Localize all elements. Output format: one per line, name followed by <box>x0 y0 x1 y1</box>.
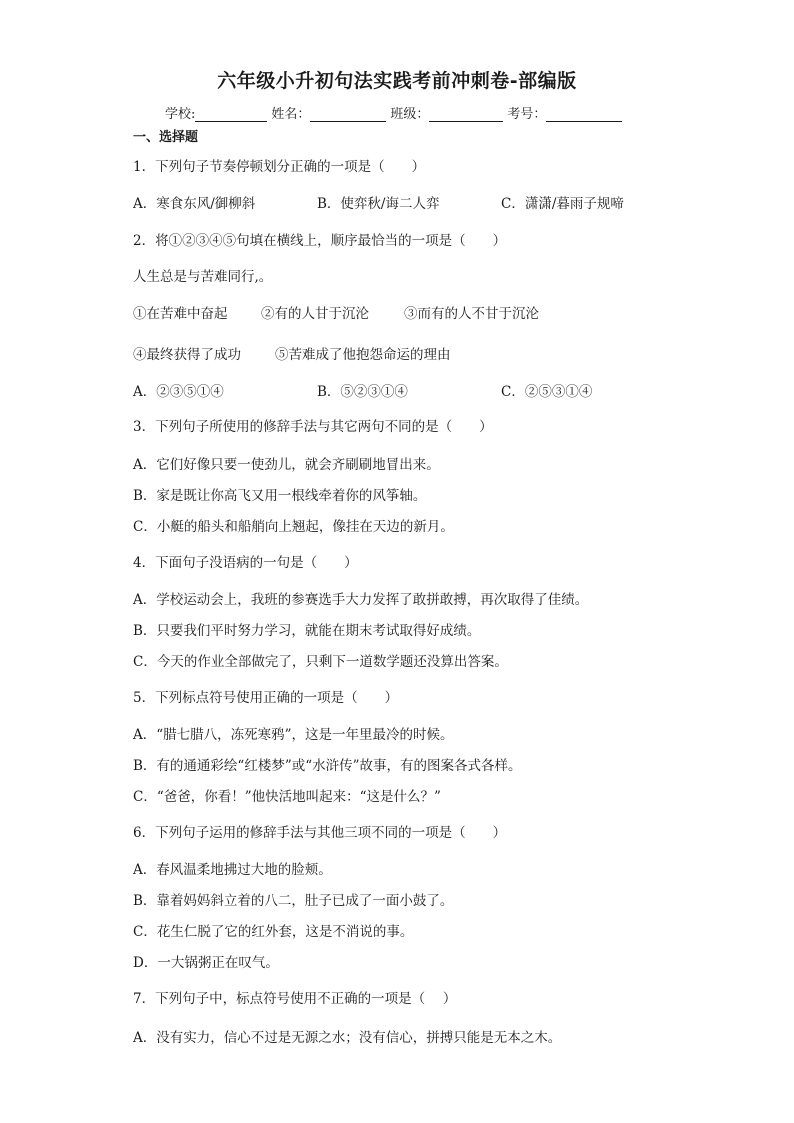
q6-option-a: A．春风温柔地拂过大地的脸颊。 <box>133 862 332 878</box>
q6-option-d: D．一大锅粥正在叹气。 <box>133 955 279 971</box>
q3-option-b: B．家是既让你高飞又用一根线牵着你的风筝轴。 <box>133 488 427 504</box>
q4-option-c: C．今天的作业全部做完了，只剩下一道数学题还没算出答案。 <box>133 654 508 670</box>
school-blank <box>195 107 267 122</box>
q7-option-a: A．没有实力，信心不过是无源之水；没有信心，拼搏只能是无本之木。 <box>133 1030 562 1046</box>
q2-context: 人生总是与苦难同行,。 <box>133 269 273 285</box>
q2-sentence-3: ③而有的人不甘于沉沦 <box>404 306 539 322</box>
q1-option-a: A．寒食东风/御柳斜 <box>133 196 256 212</box>
school-label: 学校: <box>165 107 196 122</box>
q1-option-b: B．使弈秋/诲二人弈 <box>317 196 440 212</box>
q2-stem: 2．将①②③④⑤句填在横线上，顺序最恰当的一项是（ ） <box>133 233 507 249</box>
q2-option-c: C．②⑤③①④ <box>501 384 593 400</box>
class-label: 班级： <box>390 107 430 122</box>
q5-option-a: A．“腊七腊八，冻死寒鸦”，这是一年里最冷的时候。 <box>133 727 454 743</box>
q2-sentence-1: ①在苦难中奋起 <box>133 306 228 322</box>
q5-option-b: B．有的通通彩绘“红楼梦”或“水浒传”故事，有的图案各式各样。 <box>133 758 522 774</box>
q4-stem: 4．下面句子没语病的一句是（ ） <box>133 555 358 571</box>
name-blank <box>310 107 386 122</box>
section-heading: 一、选择题 <box>133 130 199 145</box>
q2-sentence-4: ④最终获得了成功 <box>133 347 241 363</box>
q3-option-c: C．小艇的船头和船艄向上翘起，像挂在天边的新月。 <box>133 519 454 535</box>
exam-no-label: 考号： <box>507 107 547 122</box>
q3-option-a: A．它们好像只要一使劲儿，就会齐刷刷地冒出来。 <box>133 457 440 473</box>
class-blank <box>429 107 503 122</box>
q6-stem: 6．下列句子运用的修辞手法与其他三项不同的一项是（ ） <box>133 825 507 841</box>
q7-stem: 7．下列句子中，标点符号使用不正确的一项是（ ） <box>133 991 457 1007</box>
exam-no-blank <box>546 107 622 122</box>
q4-option-b: B．只要我们平时努力学习，就能在期末考试取得好成绩。 <box>133 623 481 639</box>
student-info-row <box>165 103 635 122</box>
q6-option-b: B．靠着妈妈斜立着的八二，肚子已成了一面小鼓了。 <box>133 893 454 909</box>
q2-option-b: B．⑤②③①④ <box>317 384 408 400</box>
q2-sentence-2: ②有的人甘于沉沦 <box>261 306 369 322</box>
exam-title: 六年级小升初句法实践考前冲刺卷-部编版 <box>217 70 577 92</box>
name-label: 姓名： <box>271 107 311 122</box>
q2-sentence-5: ⑤苦难成了他抱怨命运的理由 <box>275 347 451 363</box>
q4-option-a: A．学校运动会上，我班的参赛选手大力发挥了敢拼敢搏，再次取得了佳绩。 <box>133 592 589 608</box>
q5-option-c: C．“爸爸，你看！”他快活地叫起来：“这是什么？” <box>133 789 441 805</box>
q1-stem: 1．下列句子节奏停顿划分正确的一项是（ ） <box>133 159 426 175</box>
q5-stem: 5．下列标点符号使用正确的一项是（ ） <box>133 690 399 706</box>
q1-option-c: C．潇潇/暮雨子规啼 <box>501 196 624 212</box>
q2-option-a: A．②③⑤①④ <box>133 384 224 400</box>
q3-stem: 3．下列句子所使用的修辞手法与其它两句不同的是（ ） <box>133 419 493 435</box>
q6-option-c: C．花生仁脱了它的红外套，这是不消说的事。 <box>133 924 414 940</box>
